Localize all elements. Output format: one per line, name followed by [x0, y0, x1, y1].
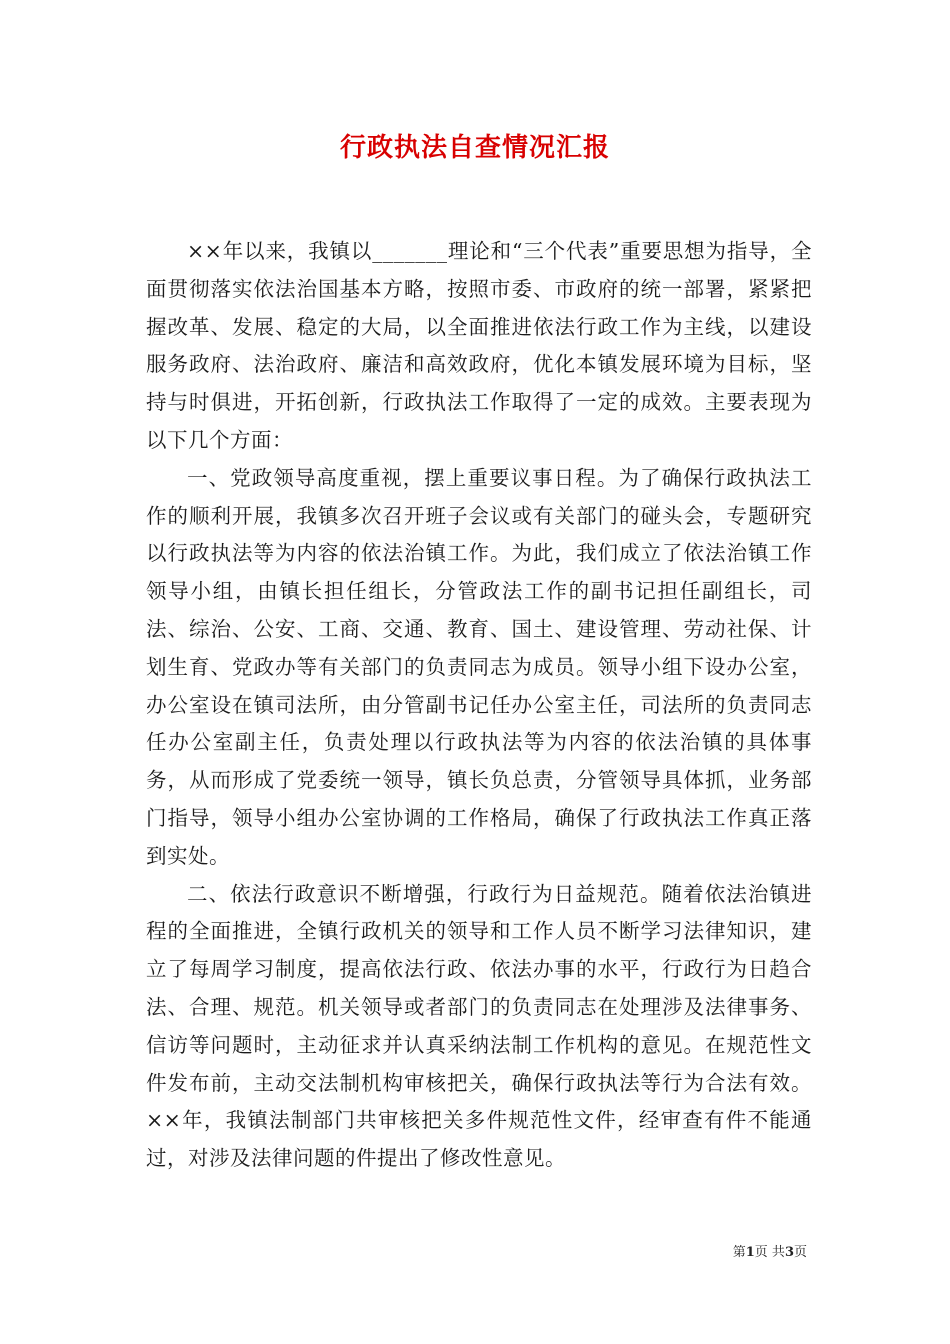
current-page-number: 1	[745, 1245, 755, 1260]
paragraph-section-two: 二、依法行政意识不断增强，行政行为日益规范。随着依法治镇进程的全面推进，全镇行政机关的领导和工作人员不断学习法律知识，建立了每周学习制度，提高依法行政、依法办事的水平，行政行为日趋合法、合理、规范。机关领导或者部门的负责同志在处理涉及法律事务、信访等问题时，主动征求并认真采纳法制工作机构的意见。在规范性文件发布前，主动交法制机构审核把关，确保行政执法等行为合法有效。××年，我镇法制部门共审核把关多件规范性文件，经审查有件不能通过，对涉及法律问题的件提出了修改性意见。	[146, 881, 812, 1171]
document-title: 行政执法自查情况汇报	[339, 133, 610, 163]
document-body	[146, 233, 812, 1178]
paragraph-intro: ××年以来，我镇以_______理论和“三个代表”重要思想为指导，全面贯彻落实依法治国基本方略，按照市委、市政府的统一部署，紧紧把握改革、发展、稳定的大局，以全面推进依法行政工作为主线，以建设服务政府、法治政府、廉洁和高效政府，优化本镇发展环境为目标，坚持与时俱进，开拓创新，行政执法工作取得了一定的成效。主要表现为以下几个方面：	[146, 239, 812, 452]
page-number-footer	[733, 1241, 807, 1260]
total-page-number: 3	[784, 1245, 794, 1260]
footer-suffix: 页	[793, 1245, 807, 1260]
footer-middle: 页 共	[754, 1245, 785, 1260]
paragraph-section-one: 一、党政领导高度重视，摆上重要议事日程。为了确保行政执法工作的顺利开展，我镇多次召开班子会议或有关部门的碰头会，专题研究以行政执法等为内容的依法治镇工作。为此，我们成立了依法治镇工作领导小组，由镇长担任组长，分管政法工作的副书记担任副组长，司法、综治、公安、工商、交通、教育、国土、建设管理、劳动社保、计划生育、党政办等有关部门的负责同志为成员。领导小组下设办公室，办公室设在镇司法所，由分管副书记任办公室主任，司法所的负责同志任办公室副主任，负责处理以行政执法等为内容的依法治镇的具体事务，从而形成了党委统一领导，镇长负总责，分管领导具体抓，业务部门指导，领导小组办公室协调的工作格局，确保了行政执法工作真正落到实处。	[146, 465, 812, 868]
footer-prefix: 第	[732, 1245, 746, 1260]
